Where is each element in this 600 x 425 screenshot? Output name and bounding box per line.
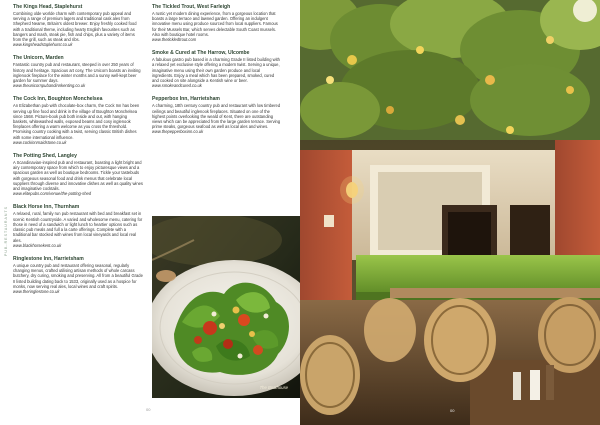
venue-title: The Unicorn, Marden <box>13 55 64 62</box>
left-text-column <box>13 4 143 302</box>
venue-url[interactable]: www.smokeandcured.co.uk <box>152 83 202 89</box>
right-text-column <box>152 4 282 143</box>
venue-description: A Scandinavian-inspired pub and restaurant, boasting a light bright and airy contemporary space from which to enjoy picturesque views and a spacious garden as well as boutique bedrooms. Tickle your tastebuds with gorgeous seasonal food and drink menus that celebrate local suppliers through diverse and innovative dishes as well as quality wines and imaginative cocktails. <box>13 160 143 192</box>
venue-entry <box>152 96 282 134</box>
page-number: 00 <box>450 408 455 413</box>
salad-illustration <box>152 216 300 398</box>
venue-url[interactable]: www.theringlestone.co.uk <box>13 288 60 294</box>
venue-entry <box>13 4 143 47</box>
venue-description: Fantastic country pub and restaurant, steeped in over 250 years of history and heritage. Spacious art cosy, The Unicorn boasts an inviting inglenook fireplace for the winter months and a sunny well-kept beer garden for summer days. <box>13 62 141 84</box>
venue-title: Smoke & Cured at The Harrow, Ulcombe <box>152 50 250 57</box>
venue-description: An Elizabethan pub with chocolate-box charm, the Cock Inn has been serving up fine food and drink in the village of Boughton Monchelsea since 1568. Picture-book pub both inside and out, with hanging baskets, whitewashed walls, exposed beams and cosy inglenook fireplaces offering a warm welcome as you cross the threshold. Promising country cooking with a twist, serving classic British dishes with some international influence. <box>13 103 140 140</box>
venue-description: A rustic yet modern dining experience, from a gorgeous location that boasts a large terrace and lawned garden. Offering an indulgent innovative menu using produce sourced from local suppliers. Famous for their Mussels Bar, which serves delectable South Coast mussels. Also with boutique hotel rooms. <box>152 11 278 37</box>
venue-entry <box>152 50 282 88</box>
venue-description: A unique country pub and restaurant offering seasonal, regularly changing menus, crafted utilising artisan methods of whole carcass butchery, dry curing, smoking and preserving. All from a beautiful Grade II listed building dating back to 1533, originally used as a hospice for monks, now serving real ales, local wines and craft spirits. <box>13 262 143 289</box>
venue-title: Pepperbox Inn, Harrietsham <box>152 96 220 103</box>
venue-url[interactable]: www.kingsheadstaplehurst.co.uk <box>13 42 73 48</box>
venue-description: A charming, 18th century country pub and restaurant with low timbered ceilings and beautiful inglenook fireplaces. Situated on one of the highest points overlooking the weald of Kent, there are outstanding views which can be appreciated from the large garden terrace. Serving prime steaks, gorgeous seafood as well as local ales and wines. <box>152 103 281 130</box>
venue-description: A fabulous gastro pub based in a charming Grade II listed building with a relaxed yet exclusive style offering a modern twist. Serving a unique, imaginative menu using their own garden produce and local ingredients. Enjoy a meal which has been prepared, smoked, cured and cooked on site alongside a Kentish wine or beer. <box>152 57 280 84</box>
venue-url[interactable]: www.thepepperboxinn.co.uk <box>152 129 204 135</box>
venue-entry <box>13 96 143 145</box>
venue-entry <box>13 204 143 247</box>
venue-url[interactable]: www.elitepubs.com/venue/the-potting-shed <box>13 191 92 197</box>
venue-title: Black Horse Inn, Thurnham <box>13 204 80 211</box>
pub-interior-photo <box>300 0 600 425</box>
venue-description: A relaxed, rural, family run pub restaurant with bed and breakfast set in scenic Kentish countryside. A varied and wholesome menu, catering for those in need of a sandwich or light lunch to heartier options such as classic pub meals and full a la carte offerings. Complete with a traditional bar stocked with wines from local vineyards and local real ales. <box>13 211 143 243</box>
side-label-text: PUB-RESTAURANTS <box>4 205 8 256</box>
pub-interior-illustration <box>300 0 600 425</box>
venue-url[interactable]: www.blackhorsekent.co.uk <box>13 242 62 248</box>
page-number: 00 <box>146 407 151 412</box>
venue-url[interactable]: www.theunicornpubandinnkenting.co.uk <box>13 83 86 89</box>
venue-title: The Potting Shed, Langley <box>13 153 77 160</box>
venue-title: Ringlestone Inn, Harrietsham <box>13 255 84 262</box>
photo-caption: The Boathouse <box>259 385 288 390</box>
venue-entry <box>13 256 143 294</box>
venue-entry <box>152 4 282 42</box>
venue-title: The Cock Inn, Boughton Monchelsea <box>13 96 103 103</box>
venue-title: The Tickled Trout, West Farleigh <box>152 4 231 10</box>
venue-title: The Kings Head, Staplehurst <box>13 4 83 10</box>
venue-url[interactable]: www.thetickledtrout.com <box>152 37 197 43</box>
venue-url[interactable]: www.cockinnmaidstone.co.uk <box>13 139 67 145</box>
venue-entry <box>13 153 143 196</box>
side-label <box>2 160 10 260</box>
salad-photo <box>152 216 300 398</box>
venue-entry <box>13 55 143 88</box>
venue-description: Combining olde worlde charm with contemporary pub appeal and serving a range of premium lagers and traditional cask ales from Shepherd Neame, Britain’s oldest brewer. Enjoy freshly cooked food with a traditional theme, including hearty English favourites such as bangers and mash, steak pie, fish and chips, plus a variety of items from the grill, such as steak and ribs. <box>13 11 137 43</box>
